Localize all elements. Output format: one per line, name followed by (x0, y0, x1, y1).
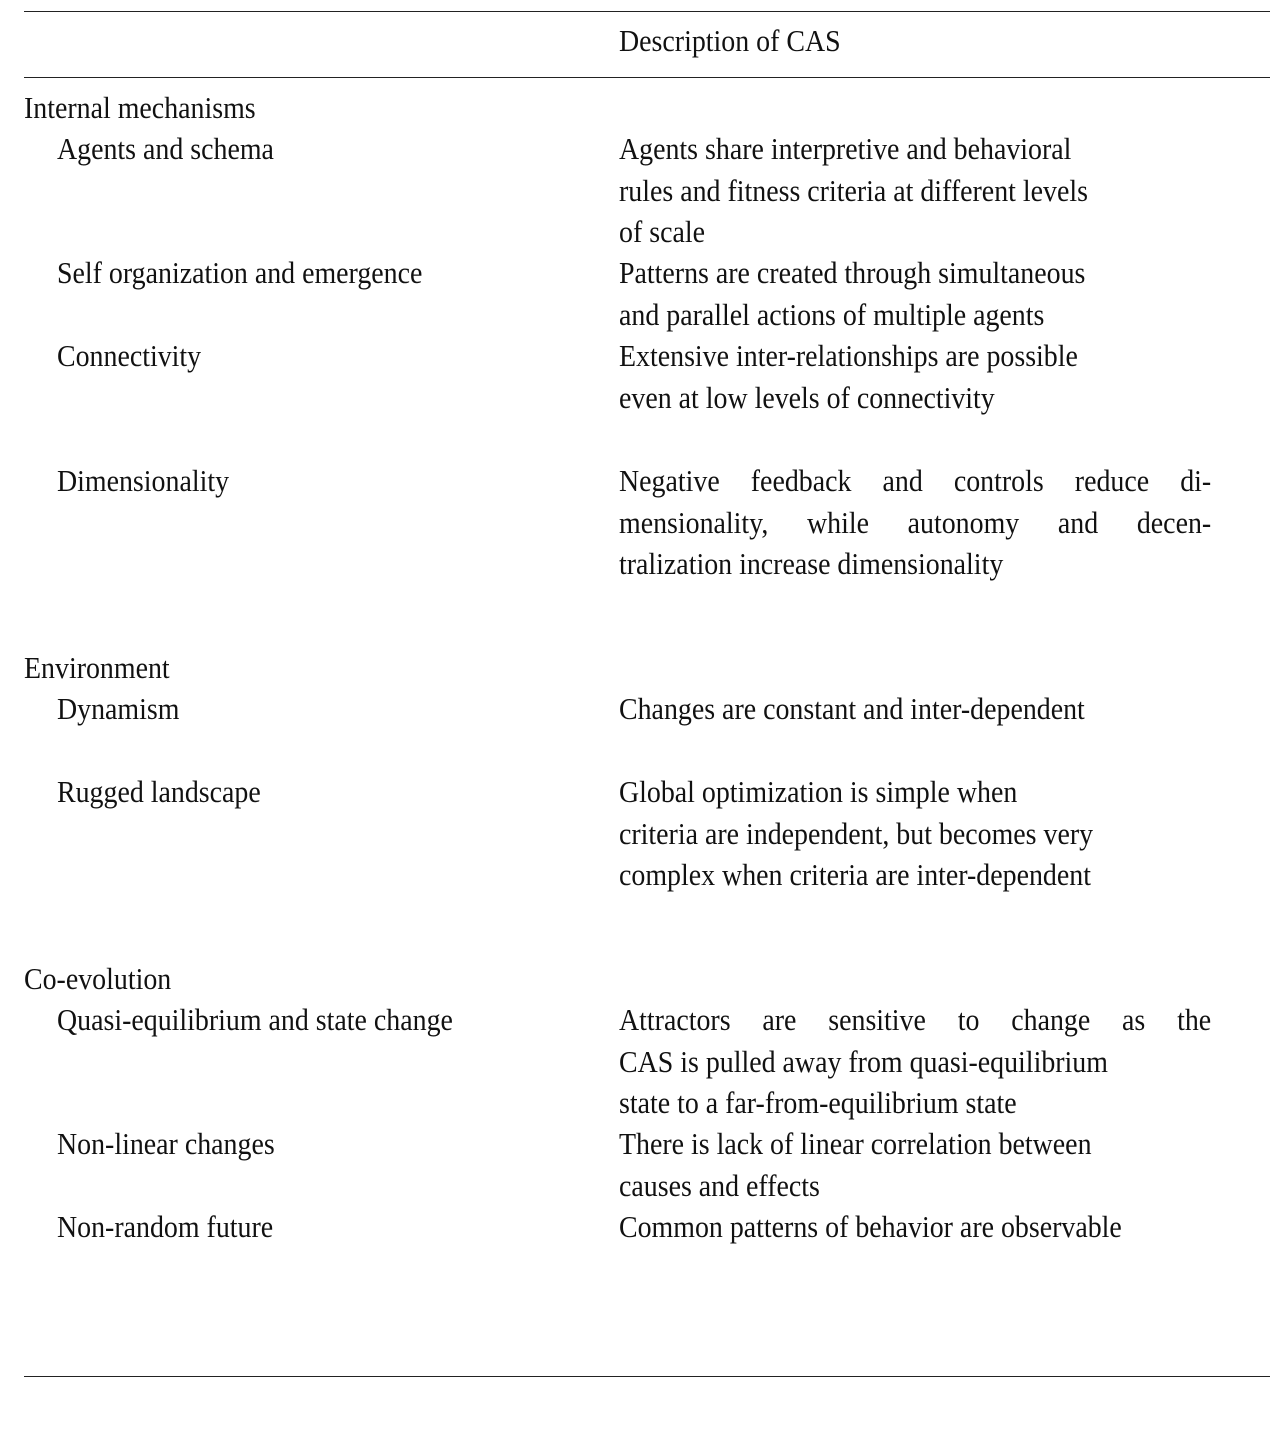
table-header-rule (24, 77, 1270, 78)
section-title-environment: Environment (24, 650, 170, 685)
description-line: state to a far-from-equilibrium state (619, 1085, 1017, 1120)
description-line: tralization increase dimensionality (619, 546, 1004, 581)
description-line: CAS is pulled away from quasi-equilibrium (619, 1043, 1108, 1079)
row-description-non-random-future (619, 1206, 1240, 1248)
description-line: even at low levels of connectivity (619, 379, 995, 415)
row-label-rugged-landscape: Rugged landscape (57, 774, 261, 809)
column-header-description: Description of CAS (619, 23, 841, 58)
description-line: Extensive inter-relationships are possible (619, 338, 1078, 373)
row-label-connectivity: Connectivity (57, 338, 202, 373)
description-line: There is lack of linear correlation between (619, 1126, 1092, 1161)
row-description-quasi-equilibrium (619, 999, 1211, 1124)
row-label-non-random-future: Non-random future (57, 1209, 274, 1244)
table-bottom-rule (24, 1376, 1270, 1377)
row-description-non-linear-changes (619, 1123, 1240, 1206)
table-top-rule (24, 11, 1270, 12)
description-line: criteria are independent, but becomes very (619, 815, 1094, 851)
row-description-dimensionality (619, 460, 1211, 585)
description-line: Global optimization is simple when (619, 774, 1018, 809)
description-line: complex when criteria are inter-dependent (619, 857, 1091, 892)
row-description-dynamism (619, 688, 1240, 730)
description-line: Attractors are sensitive to change as the (619, 1002, 1212, 1037)
description-line: Patterns are created through simultaneous (619, 255, 1086, 290)
section-title-internal-mechanisms: Internal mechanisms (24, 90, 256, 125)
description-line: Negative feedback and controls reduce di- (619, 463, 1212, 498)
description-line: Changes are constant and inter-dependent (619, 691, 1085, 726)
description-line: mensionality, while autonomy and decen- (619, 504, 1212, 540)
description-line: Agents share interpretive and behavioral (619, 131, 1072, 166)
section-title-co-evolution: Co-evolution (24, 961, 172, 996)
row-description-rugged-landscape (619, 771, 1240, 896)
row-description-connectivity (619, 335, 1240, 418)
description-line: of scale (619, 214, 705, 249)
description-line: and parallel actions of multiple agents (619, 296, 1045, 332)
row-label-agents-and-schema: Agents and schema (57, 131, 274, 166)
description-line: rules and fitness criteria at different levels (619, 172, 1088, 208)
row-description-self-organization (619, 252, 1240, 335)
row-label-self-organization: Self organization and emergence (57, 255, 423, 290)
description-line: causes and effects (619, 1167, 820, 1203)
row-label-dimensionality: Dimensionality (57, 463, 230, 498)
row-label-non-linear-changes: Non-linear changes (57, 1126, 275, 1161)
row-label-dynamism: Dynamism (57, 691, 180, 726)
row-description-agents-and-schema (619, 128, 1240, 253)
row-label-quasi-equilibrium: Quasi-equilibrium and state change (57, 1002, 453, 1037)
description-line: Common patterns of behavior are observable (619, 1209, 1122, 1244)
